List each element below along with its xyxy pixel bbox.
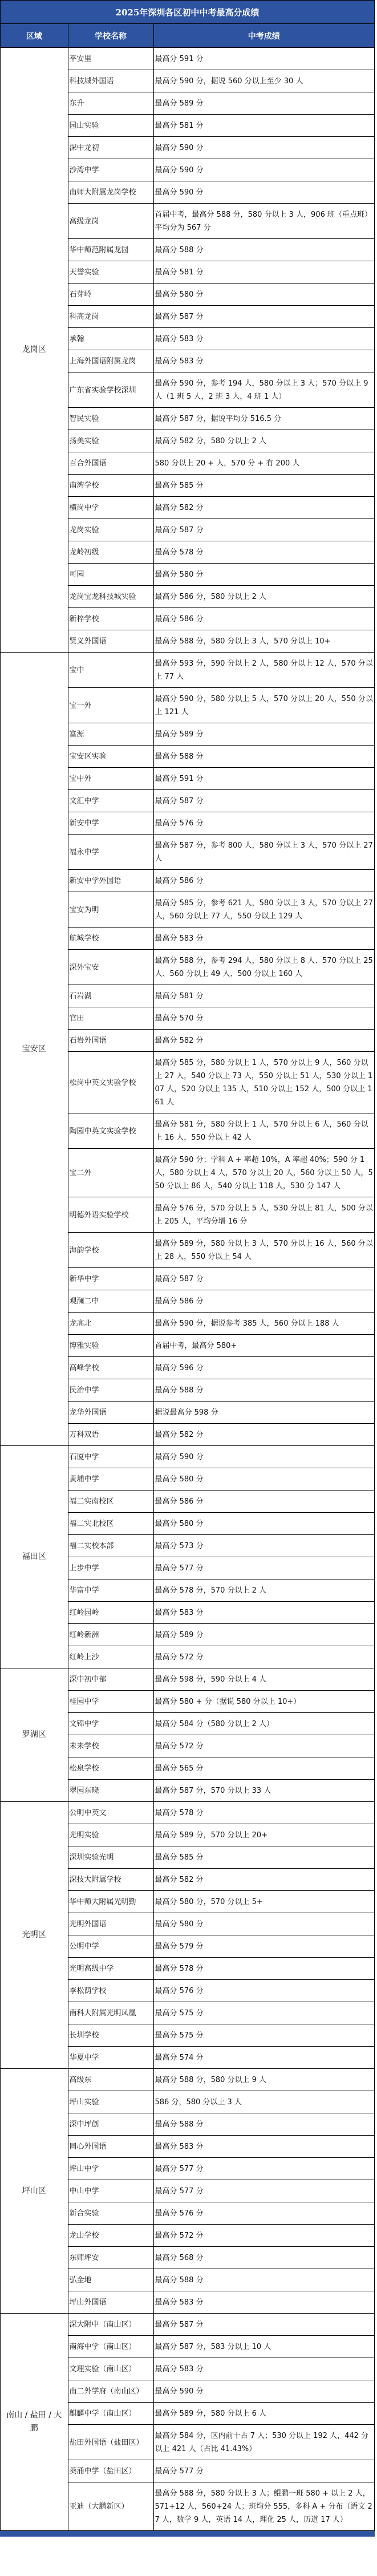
school-name-cell: 扬美实验: [68, 430, 153, 452]
school-name-cell: 同心外国语: [68, 2136, 153, 2158]
score-cell: 最高分 590 分，580 分以上 5 人，570 分以上 20 人，550 分以上 121 人: [153, 688, 374, 723]
school-name-cell: 龙山学校: [68, 2225, 153, 2247]
score-cell: 最高分 583 分: [153, 2291, 374, 2314]
school-name-cell: 南科大附属光明凤凰: [68, 2002, 153, 2024]
school-name-cell: 南二外学府（南山区）: [68, 2380, 153, 2403]
score-cell: 最高分 578 分，570 分以上 2 人: [153, 1579, 374, 1602]
score-cell: 最高分 586 分: [153, 1290, 374, 1313]
score-cell: 最高分 589 分，580 分以上 6 人: [153, 2403, 374, 2425]
school-name-cell: 中山中学: [68, 2180, 153, 2202]
school-name-cell: 光明实验: [68, 1824, 153, 1846]
score-cell: 最高分 583 分: [153, 927, 374, 950]
score-cell: 最高分 578 分: [153, 1802, 374, 1824]
school-name-cell: 宝安为明: [68, 892, 153, 927]
school-name-cell: 文锦中学: [68, 1713, 153, 1735]
score-cell: 最高分 580 分: [153, 1468, 374, 1490]
score-cell: 最高分 589 分: [153, 1624, 374, 1646]
score-cell: 最高分 587 分: [153, 306, 374, 328]
score-cell: 最高分 576 分: [153, 1980, 374, 2002]
school-name-cell: 可园: [68, 564, 153, 586]
school-name-cell: 广东省实验学校深圳: [68, 372, 153, 408]
school-name-cell: 龙岗宝龙科技城实验: [68, 586, 153, 608]
school-name-cell: 深外宝安: [68, 950, 153, 985]
school-name-cell: 承翰: [68, 328, 153, 350]
score-cell: 最高分 588 分: [153, 1379, 374, 1402]
school-name-cell: 坪山外国语: [68, 2291, 153, 2314]
school-name-cell: 华夏中学: [68, 2047, 153, 2069]
score-cell: 最高分 598 分，590 分以上 4 人: [153, 1668, 374, 1691]
school-name-cell: 富源: [68, 723, 153, 746]
score-cell: 最高分 590 分: [153, 181, 374, 204]
header-row: [1, 24, 374, 48]
school-name-cell: 葵涌中学（盐田区）: [68, 2460, 153, 2482]
school-name-cell: 新合实验: [68, 2202, 153, 2225]
score-cell: 最高分 580 分: [153, 1913, 374, 1935]
school-name-cell: 宝一外: [68, 688, 153, 723]
school-name-cell: 公明中学: [68, 1935, 153, 1958]
score-cell: 最高分 578 分: [153, 1958, 374, 1980]
score-cell: 最高分 589 分: [153, 92, 374, 115]
school-name-cell: 红岭新洲: [68, 1624, 153, 1646]
school-name-cell: 石岩湖: [68, 985, 153, 1007]
school-name-cell: 宝二外: [68, 1149, 153, 1197]
score-cell: 最高分 590 分，据说 560 分以上至少 30 人: [153, 70, 374, 92]
score-cell: 最高分 587 分: [153, 2314, 374, 2336]
scores-table: [1, 24, 374, 2531]
score-cell: 最高分 588 分，580 分以上 3 人；鲲鹏一班 580 + 以上 2 人，571+12 人，560+24 人；班均分 555，多科 A + 分布（语文 27 人，数学 9 人，英语 14 人，理化 25 人，历道 17 人）: [153, 2482, 374, 2531]
region-cell: 福田区: [1, 1446, 68, 1668]
school-name-cell: 李松荫学校: [68, 1980, 153, 2002]
school-name-cell: 宝中: [68, 653, 153, 688]
score-cell: 最高分 586 分: [153, 608, 374, 630]
table-row: [1, 2314, 374, 2336]
school-name-cell: 深技大附属学校: [68, 1869, 153, 1891]
school-name-cell: 文汇中学: [68, 790, 153, 812]
score-cell: 最高分 573 分: [153, 1535, 374, 1557]
school-name-cell: 高级东: [68, 2069, 153, 2091]
region-cell: 南山 / 盐田 / 大鹏: [1, 2314, 68, 2531]
score-cell: 最高分 588 分: [153, 239, 374, 261]
score-cell: 最高分 582 分: [153, 1030, 374, 1052]
school-name-cell: 海韵学校: [68, 1233, 153, 1268]
school-name-cell: 华中师范附属龙园: [68, 239, 153, 261]
school-name-cell: 百合外国语: [68, 452, 153, 475]
school-name-cell: 长圳学校: [68, 2024, 153, 2047]
score-cell: 最高分 577 分: [153, 2158, 374, 2180]
school-name-cell: 南师大附属龙岗学校: [68, 181, 153, 204]
table-row: [1, 1668, 374, 1691]
score-cell: 最高分 572 分: [153, 2225, 374, 2247]
school-name-cell: 南湾学校: [68, 475, 153, 497]
score-cell: 最高分 583 分: [153, 1602, 374, 1624]
score-cell: 最高分 580 分: [153, 564, 374, 586]
school-name-cell: 园山实验: [68, 115, 153, 137]
score-cell: 最高分 580 分: [153, 1513, 374, 1535]
score-cell: 最高分 588 分，参考 294 人，580 分以上 8 人、570 分以上 25 人、560 分以上 49 人、500 分以上 160 人: [153, 950, 374, 985]
school-name-cell: 光明高级中学: [68, 1958, 153, 1980]
school-name-cell: 深中龙初: [68, 137, 153, 159]
score-cell: 最高分 581 分: [153, 261, 374, 283]
school-name-cell: 官田: [68, 1007, 153, 1030]
score-cell: 最高分 580 + 分（据说 580 分以上 10+）: [153, 1691, 374, 1713]
score-cell: 最高分 576 分: [153, 2202, 374, 2225]
score-cell: 最高分 589 分: [153, 723, 374, 746]
school-name-cell: 翠园东晓: [68, 1780, 153, 1802]
score-cell: 最高分 583 分: [153, 2358, 374, 2380]
score-cell: 最高分 588 分: [153, 2269, 374, 2291]
school-name-cell: 松泉学校: [68, 1757, 153, 1780]
score-cell: 首届中考，最高分 580+: [153, 1335, 374, 1357]
score-cell: 580 分以上 20 + 人，570 分 + 有 200 人: [153, 452, 374, 475]
school-name-cell: 明德外语实验学校: [68, 1197, 153, 1233]
score-cell: 最高分 584 分（580 分以上 2 人）: [153, 1713, 374, 1735]
score-cell: 最高分 585 分，参考 621 人，580 分以上 3 人，570 分以上 27 人，560 分以上 77 人，550 分以上 129 人: [153, 892, 374, 927]
score-cell: 最高分 570 分: [153, 1007, 374, 1030]
school-name-cell: 坪山实验: [68, 2091, 153, 2113]
school-name-cell: 东升: [68, 92, 153, 115]
school-name-cell: 华中师大附属光明勤: [68, 1891, 153, 1913]
score-cell: 最高分 576 分，570 分以上 5 人，530 分以上 81 人，500 分以上 205 人，平均分增 16 分: [153, 1197, 374, 1233]
score-cell: 最高分 586 分，580 分以上 2 人: [153, 586, 374, 608]
score-cell: 最高分 590 分: [153, 1446, 374, 1468]
table-row: [1, 48, 374, 70]
table-title: 2025年深圳各区初中中考最高分成绩: [1, 1, 374, 24]
score-cell: 最高分 596 分: [153, 1357, 374, 1379]
school-name-cell: 福二实校本部: [68, 1535, 153, 1557]
score-cell: 首届中考，最高分 588 分，580 分以上 3 人，906 班（重点班）平均分为 567 分: [153, 204, 374, 239]
score-cell: 最高分 572 分: [153, 1735, 374, 1757]
score-cell: 最高分 587 分，据说平均分 516.5 分: [153, 408, 374, 430]
school-name-cell: 光明外国语: [68, 1913, 153, 1935]
score-cell: 最高分 590 分；学科 A + 率超 10%，A 率超 40%；590 分 1 人，580 分以上 4 人，570 分以上 20 人，560 分以上 50 人，550 分以上 86 人，540 分以上 118 人，530 分 147 人: [153, 1149, 374, 1197]
score-cell: 最高分 583 分: [153, 328, 374, 350]
score-cell: 最高分 577 分: [153, 1557, 374, 1579]
score-cell: 最高分 588 分，580 分以上 3 人，570 分以上 10+: [153, 630, 374, 653]
score-cell: 最高分 589 分，580 分以上 3 人，570 分以上 16 人，560 分以上 28 人，550 分以上 54 人: [153, 1233, 374, 1268]
score-cell: 最高分 587 分: [153, 519, 374, 541]
school-name-cell: 红岭园岭: [68, 1602, 153, 1624]
school-name-cell: 新安中学外国语: [68, 870, 153, 892]
school-name-cell: 科高龙岗: [68, 306, 153, 328]
table-row: [1, 1446, 374, 1468]
score-cell: 最高分 582 分: [153, 1424, 374, 1446]
table-row: [1, 2069, 374, 2091]
school-name-cell: 亚迪（大鹏新区）: [68, 2482, 153, 2531]
score-cell: 最高分 587 分，570 分以上 33 人: [153, 1780, 374, 1802]
score-cell: 最高分 580 分: [153, 283, 374, 306]
school-name-cell: 观澜二中: [68, 1290, 153, 1313]
school-name-cell: 龙华外国语: [68, 1402, 153, 1424]
score-cell: 最高分 575 分: [153, 2024, 374, 2047]
score-cell: 最高分 577 分: [153, 2460, 374, 2482]
school-name-cell: 平安里: [68, 48, 153, 70]
school-name-cell: 松岗中英文实验学校: [68, 1052, 153, 1113]
school-name-cell: 桂园中学: [68, 1691, 153, 1713]
table-row: [1, 1802, 374, 1824]
school-name-cell: 上海外国语附属龙岗: [68, 350, 153, 372]
school-name-cell: 东师坪安: [68, 2247, 153, 2269]
school-name-cell: 黄埔中学: [68, 1468, 153, 1490]
school-name-cell: 民治中学: [68, 1379, 153, 1402]
header-school: 学校名称: [68, 24, 153, 48]
school-name-cell: 沙湾中学: [68, 159, 153, 181]
school-name-cell: 深圳实验光明: [68, 1846, 153, 1869]
score-cell: 最高分 585 分: [153, 475, 374, 497]
score-cell: 最高分 593 分，590 分以上 2 人，580 分以上 12 人，570 分以上 77 人: [153, 653, 374, 688]
score-cell: 最高分 575 分: [153, 2002, 374, 2024]
school-name-cell: 南海中学（南山区）: [68, 2336, 153, 2358]
score-cell: 最高分 588 分: [153, 2113, 374, 2136]
score-cell: 最高分 565 分: [153, 1757, 374, 1780]
score-cell: 最高分 568 分: [153, 2247, 374, 2269]
score-cell: 最高分 591 分: [153, 48, 374, 70]
school-name-cell: 盐田外国语（盐田区）: [68, 2425, 153, 2460]
school-name-cell: 麒麟中学（南山区）: [68, 2403, 153, 2425]
school-name-cell: 龙高北: [68, 1313, 153, 1335]
score-cell: 最高分 580 分，570 分以上 5+: [153, 1891, 374, 1913]
school-name-cell: 福二实北校区: [68, 1513, 153, 1535]
school-name-cell: 公明中英文: [68, 1802, 153, 1824]
school-name-cell: 新安中学: [68, 812, 153, 835]
score-cell: 最高分 585 分，580 分以上 1 人，570 分以上 9 人，560 分以上 27 人，540 分以上 73 人，550 分以上 51 人，530 分以上 107 人，520 分以上 135 人，510 分以上 152 人，500 分以上 161 人: [153, 1052, 374, 1113]
school-name-cell: 新华中学: [68, 1268, 153, 1290]
score-cell: 最高分 572 分: [153, 1646, 374, 1668]
score-cell: 最高分 588 分: [153, 746, 374, 768]
score-cell: 最高分 587 分: [153, 1268, 374, 1290]
school-name-cell: 宝安区实验: [68, 746, 153, 768]
score-cell: 最高分 581 分: [153, 985, 374, 1007]
school-name-cell: 龙岗实验: [68, 519, 153, 541]
score-cell: 最高分 590 分: [153, 159, 374, 181]
score-cell: 最高分 583 分: [153, 2136, 374, 2158]
score-cell: 最高分 577 分: [153, 2180, 374, 2202]
score-cell: 据说最高分 598 分: [153, 1402, 374, 1424]
score-cell: 586 分，580 分以上 3 人: [153, 2091, 374, 2113]
region-cell: 龙岗区: [1, 48, 68, 653]
score-cell: 最高分 590 分，据说参考 385 人，560 分以上 188 人: [153, 1313, 374, 1335]
score-cell: 最高分 581 分: [153, 115, 374, 137]
school-name-cell: 福永中学: [68, 835, 153, 870]
header-region: 区域: [1, 24, 68, 48]
school-name-cell: 陶园中英文实验学校: [68, 1113, 153, 1149]
school-name-cell: 文理实验（南山区）: [68, 2358, 153, 2380]
school-name-cell: 福二实南校区: [68, 1490, 153, 1513]
school-name-cell: 横岗中学: [68, 497, 153, 519]
school-name-cell: 坪山中学: [68, 2158, 153, 2180]
school-name-cell: 上步中学: [68, 1557, 153, 1579]
region-cell: 坪山区: [1, 2069, 68, 2314]
region-cell: 罗湖区: [1, 1668, 68, 1802]
score-cell: 最高分 590 分: [153, 137, 374, 159]
school-name-cell: 深中初中部: [68, 1668, 153, 1691]
school-name-cell: 龙岭初级: [68, 541, 153, 564]
header-score: 中考成绩: [153, 24, 374, 48]
score-cell: 最高分 591 分: [153, 768, 374, 790]
score-cell: 最高分 588 分，580 分以上 9 人: [153, 2069, 374, 2091]
score-cell: 最高分 583 分: [153, 350, 374, 372]
school-name-cell: 天誉实验: [68, 261, 153, 283]
score-cell: 最高分 576 分: [153, 812, 374, 835]
school-name-cell: 未来学校: [68, 1735, 153, 1757]
school-name-cell: 智民实验: [68, 408, 153, 430]
footer-bar: [0, 2531, 375, 2537]
score-cell: 最高分 587 分，583 分以上 10 人: [153, 2336, 374, 2358]
score-cell: 最高分 582 分: [153, 497, 374, 519]
score-cell: 最高分 581 分，580 分以上 1 人，570 分以上 6 人，560 分以上 16 人，550 分以上 42 人: [153, 1113, 374, 1149]
score-cell: 最高分 587 分，参考 800 人，580 分以上 3 人，570 分以上 27 人: [153, 835, 374, 870]
region-cell: 宝安区: [1, 653, 68, 1446]
school-name-cell: 弘金地: [68, 2269, 153, 2291]
table-row: [1, 653, 374, 688]
region-cell: 光明区: [1, 1802, 68, 2069]
school-name-cell: 博雅实验: [68, 1335, 153, 1357]
school-name-cell: 红岭上沙: [68, 1646, 153, 1668]
score-cell: 最高分 579 分: [153, 1935, 374, 1958]
score-cell: 最高分 574 分: [153, 2047, 374, 2069]
school-name-cell: 航城学校: [68, 927, 153, 950]
school-name-cell: 石厦中学: [68, 1446, 153, 1468]
school-name-cell: 高峰学校: [68, 1357, 153, 1379]
score-cell: 最高分 586 分: [153, 1490, 374, 1513]
school-name-cell: 石芽岭: [68, 283, 153, 306]
score-cell: 最高分 587 分: [153, 790, 374, 812]
school-name-cell: 万科双语: [68, 1424, 153, 1446]
score-cell: 最高分 590 分，参考 194 人，580 分以上 3 人；570 分以上 9 人（1 班 5 人，2 班 3 人，4 班 1 人）: [153, 372, 374, 408]
score-cell: 最高分 586 分: [153, 870, 374, 892]
school-name-cell: 深大附中（南山区）: [68, 2314, 153, 2336]
school-name-cell: 深中坪创: [68, 2113, 153, 2136]
score-cell: 最高分 582 分: [153, 1869, 374, 1891]
score-cell: 最高分 578 分: [153, 541, 374, 564]
table-body: [1, 48, 374, 2531]
school-name-cell: 宝中外: [68, 768, 153, 790]
school-name-cell: 贤义外国语: [68, 630, 153, 653]
score-cell: 最高分 585 分: [153, 1846, 374, 1869]
school-name-cell: 华富中学: [68, 1579, 153, 1602]
score-cell: 最高分 589 分，570 分以上 20+: [153, 1824, 374, 1846]
school-name-cell: 科技城外国语: [68, 70, 153, 92]
school-name-cell: 高级龙岗: [68, 204, 153, 239]
school-name-cell: 石岩外国语: [68, 1030, 153, 1052]
score-cell: 最高分 590 分: [153, 2380, 374, 2403]
score-cell: 最高分 582 分，580 分以上 2 人: [153, 430, 374, 452]
school-name-cell: 新梓学校: [68, 608, 153, 630]
score-cell: 最高分 584 分，区内前十占 7 人；530 分以上 192 人，442 分以上 421 人（占比 41.43%）: [153, 2425, 374, 2460]
